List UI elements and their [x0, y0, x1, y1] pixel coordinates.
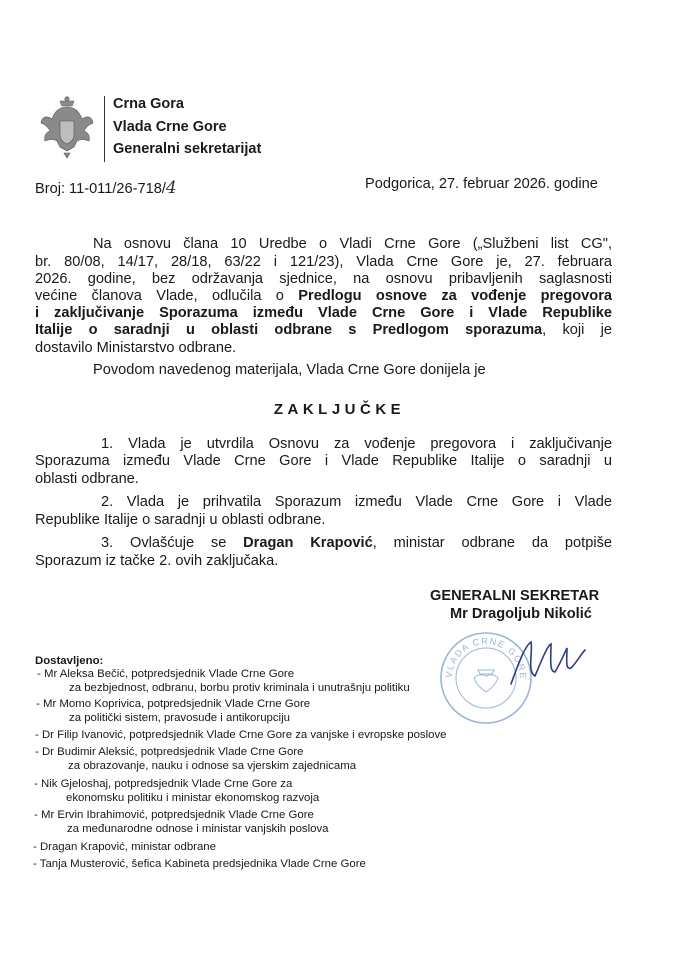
document-number: Broj: 11-011/26-718/4: [35, 178, 177, 198]
intro-line-5: i zaključivanje Sporazuma između Vlade Crne Gore i Vlade Republike: [35, 305, 612, 321]
distribution-item-detail: za politički sistem, pravosuđe i antikorupciju: [69, 712, 290, 724]
conclusion-3-line-2: Sporazum iz tačke 2. ovih zaključaka.: [35, 553, 279, 569]
distribution-item-detail: za obrazovanje, nauku i odnose sa vjerskim zajednicama: [68, 760, 357, 772]
distribution-item: - Dr Budimir Aleksić, potpredsjednik Vlade Crne Gore: [35, 746, 304, 758]
intro-line-4: većine članova Vlade, odlučila o Predlogu osnove za vođenje pregovora: [35, 288, 612, 304]
intro-line-7: dostavilo Ministarstvo odbrane.: [35, 340, 237, 356]
handwritten-signature: [505, 632, 595, 692]
distribution-item: - Mr Momo Koprivica, potpredsjednik Vlade Crne Gore: [36, 698, 311, 710]
conclusion-1-line-2: Sporazuma između Vlade Crne Gore i Vlade Republike Italije o saradnji u: [35, 453, 612, 469]
conclusion-1-line-1: 1. Vlada je utvrdila Osnovu za vođenje pregovora i zaključivanje: [101, 436, 612, 452]
place-date: Podgorica, 27. februar 2026. godine: [365, 176, 598, 192]
intro-line-1: Na osnovu člana 10 Uredbe o Vladi Crne Gore („Službeni list CG",: [93, 236, 612, 252]
distribution-item-detail: za bezbjednost, odbranu, borbu protiv kriminala i unutrašnju politiku: [69, 682, 410, 694]
header-country: Crna Gora: [113, 96, 184, 112]
conclusion-2-line-1: 2. Vlada je prihvatila Sporazum između Vlade Crne Gore i Vlade: [101, 494, 612, 510]
distribution-item-detail: ekonomsku politiku i ministar ekonomskog razvoja: [66, 792, 320, 804]
header-office: Generalni sekretarijat: [113, 141, 262, 157]
signature-title: GENERALNI SEKRETAR: [430, 588, 600, 604]
svg-text:VLADA CRNE GORE: VLADA CRNE GORE: [443, 635, 529, 681]
distribution-item: - Dr Filip Ivanović, potpredsjednik Vlade Crne Gore za vanjske i evropske poslove: [35, 729, 447, 741]
intro-line-3: 2026. godine, bez održavanja sjednice, na osnovu pribavljenih saglasnosti: [35, 271, 612, 287]
intro-line-2: br. 80/08, 14/17, 28/18, 63/22 i 121/23), Vlada Crne Gore je, 27. februara: [35, 254, 612, 270]
distribution-item: - Tanja Musterović, šefica Kabineta predsjednika Vlade Crne Gore: [33, 858, 366, 870]
conclusion-3-line-1: 3. Ovlašćuje se Dragan Krapović, ministar odbrane da potpiše: [101, 535, 612, 551]
document-title: ZAKLJUČKE: [273, 401, 406, 418]
distribution-heading: Dostavljeno:: [35, 655, 104, 667]
signature-name: Mr Dragoljub Nikolić: [450, 606, 592, 622]
header-government: Vlada Crne Gore: [113, 119, 227, 135]
conclusion-2-line-2: Republike Italije o saradnji u oblasti odbrane.: [35, 512, 326, 528]
header-divider: [104, 96, 105, 162]
intro-line-8: Povodom navedenog materijala, Vlada Crne Gore donijela je: [93, 362, 486, 378]
distribution-item-detail: za međunarodne odnose i ministar vanjskih poslova: [67, 823, 329, 835]
conclusion-1-line-3: oblasti odbrane.: [35, 471, 139, 487]
distribution-item: - Mr Aleksa Bečić, potpredsjednik Vlade Crne Gore: [37, 668, 295, 680]
handwritten-number: 4: [165, 178, 177, 198]
distribution-item: - Dragan Krapović, ministar odbrane: [33, 841, 216, 853]
intro-line-6: Italije o saradnji u oblasti odbrane s Predlogom sporazuma, koji je: [35, 322, 613, 338]
coat-of-arms-emblem: [38, 95, 96, 159]
distribution-item: - Nik Gjeloshaj, potpredsjednik Vlade Crne Gore za: [34, 778, 293, 790]
distribution-item: - Mr Ervin Ibrahimović, potpredsjednik Vlade Crne Gore: [34, 809, 314, 821]
